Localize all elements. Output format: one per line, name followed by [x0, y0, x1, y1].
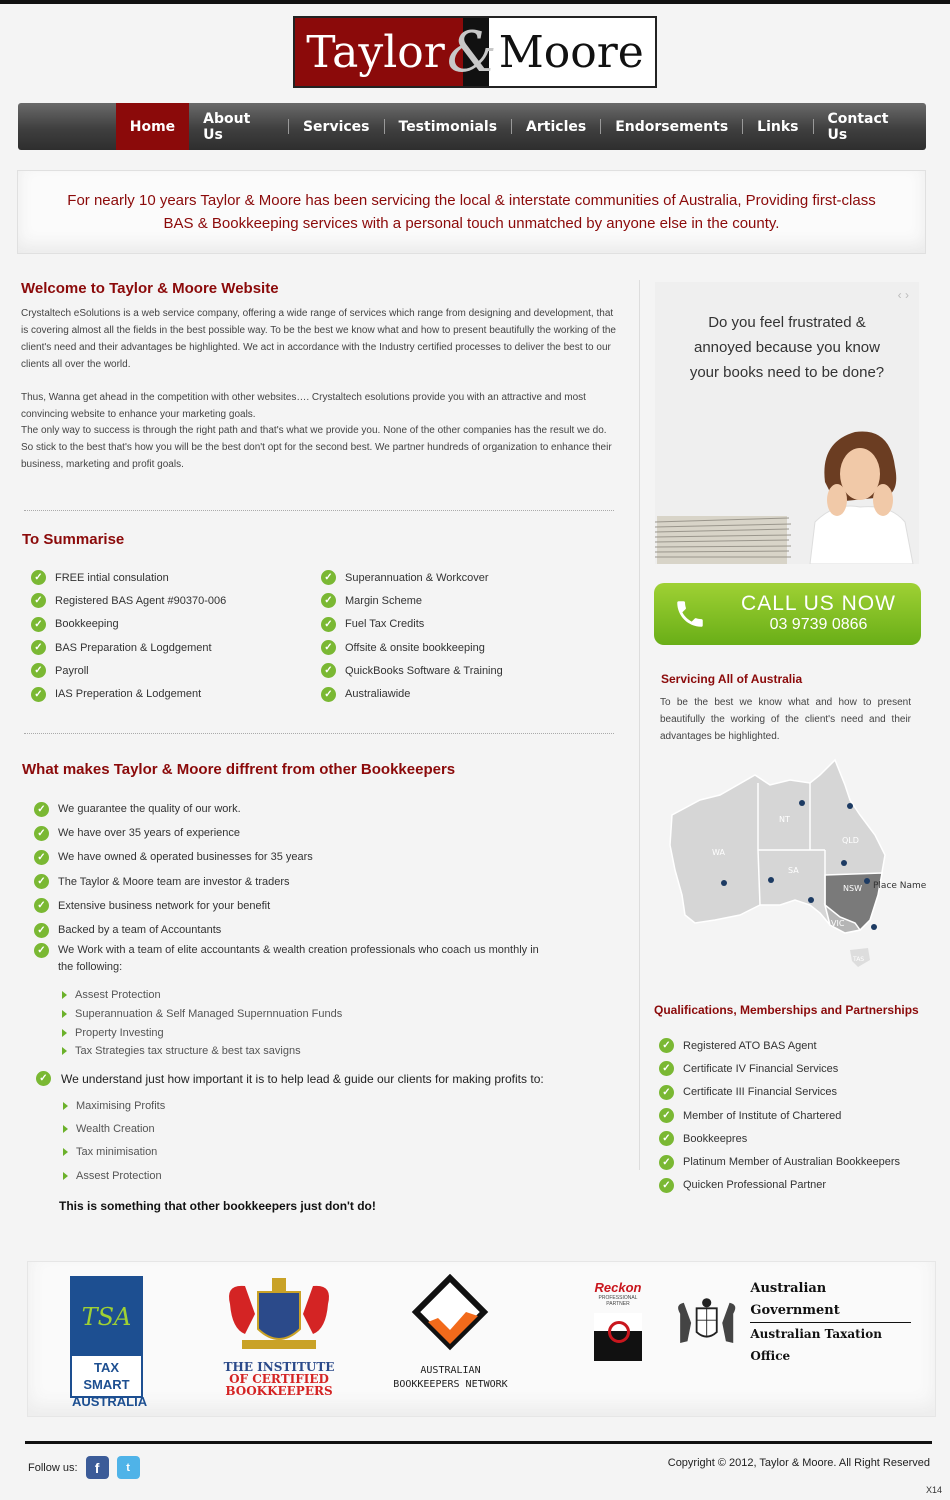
welcome-paragraph-3: The only way to success is through the right path and that's what we provide you. None of the other companies has the result we do. So stick to the best that's how you will be the best don't opt for the second best. We partner hundreds of organization to enhance their business, marketing and profit goals. [21, 425, 612, 470]
check-icon: ✓ [31, 617, 46, 632]
nav-about-us[interactable]: About Us [203, 110, 251, 143]
list-item: ✓ Superannuation & Workcover [321, 566, 503, 589]
summary-list-left [31, 566, 226, 706]
twitter-icon[interactable]: t [117, 1456, 140, 1479]
summary-list-right [321, 566, 503, 706]
list-item: ✓ Australiawide [321, 682, 503, 705]
list-item: Assest Protection [62, 986, 342, 1005]
footer-tag: X14 [925, 1485, 942, 1495]
list-item: ✓ FREE intial consulation [31, 566, 226, 589]
promo-banner[interactable] [655, 282, 919, 564]
map-label-qld: QLD [842, 836, 859, 845]
promo-text: Do you feel frustrated & annoyed because you know your books need to be done? [689, 314, 885, 381]
list-item: ✓ Member of Institute of Chartered [659, 1104, 900, 1127]
check-icon: ✓ [34, 898, 49, 913]
list-item: ✓ Quicken Professional Partner [659, 1174, 900, 1197]
list-item: ✓ Bookkeeping [31, 613, 226, 636]
list-item: ✓ The Taylor & Moore team are investor & traders [34, 870, 313, 894]
check-icon: ✓ [31, 663, 46, 678]
list-item: Wealth Creation [63, 1117, 165, 1140]
call-us-label: CALL US NOW [741, 592, 896, 615]
reckon-partner-logo[interactable]: Reckon PROFESSIONAL PARTNER [591, 1280, 645, 1370]
list-item: Maximising Profits [63, 1094, 165, 1117]
list-item: ✓ We have over 35 years of experience [34, 821, 313, 845]
tax-smart-australia-logo[interactable]: TSA TAX SMART AUSTRALIA [70, 1276, 143, 1398]
site-logo[interactable] [293, 16, 657, 88]
nav-articles[interactable]: Articles [526, 118, 587, 135]
partner-logos [27, 1261, 936, 1417]
list-item: ✓ Registered BAS Agent #90370-006 [31, 589, 226, 612]
check-icon: ✓ [31, 570, 46, 585]
understand-sublist [63, 1094, 165, 1187]
institute-certified-bookkeepers-logo[interactable]: THE INSTITUTE OF CERTIFIED BOOKKEEPERS [220, 1274, 338, 1404]
welcome-title: Welcome to Taylor & Moore Website [21, 280, 279, 297]
intro-banner: For nearly 10 years Taylor & Moore has been servicing the local & interstate communities of Australia, Providing first-class BAS & Bookkeeping services with a personal touch unmatched by anyone else in the county. [17, 170, 926, 254]
map-label-wa: WA [712, 848, 725, 857]
check-icon: ✓ [34, 874, 49, 889]
arrow-icon [62, 991, 67, 999]
map-label-tas: TAS [853, 956, 865, 963]
logo-ampersand: & [446, 19, 497, 85]
list-item: ✓ Offsite & onsite bookkeeping [321, 636, 503, 659]
list-item: ✓ Backed by a team of Accountants [34, 918, 313, 942]
check-icon: ✓ [659, 1178, 674, 1193]
check-icon: ✓ [36, 1071, 51, 1086]
top-border [0, 0, 950, 4]
arrow-icon [63, 1172, 68, 1180]
footer-divider [25, 1441, 932, 1444]
crest-icon [220, 1274, 338, 1356]
list-item: ✓ Payroll [31, 659, 226, 682]
list-item: Superannuation & Self Managed Supernnuation Funds [62, 1005, 342, 1024]
summary-title: To Summarise [22, 531, 125, 548]
australian-bookkeepers-network-logo[interactable]: AUSTRALIAN BOOKKEEPERS NETWORK [378, 1274, 523, 1399]
map-label-nt: NT [779, 815, 790, 824]
divider [24, 733, 614, 734]
different-title: What makes Taylor & Moore diffrent from other Bookkeepers [22, 761, 456, 778]
check-icon: ✓ [321, 617, 336, 632]
list-item: Property Investing [62, 1023, 342, 1042]
different-list [34, 797, 313, 942]
arrow-icon [62, 1029, 67, 1037]
qualifications-list [659, 1034, 900, 1197]
nav-services[interactable]: Services [302, 118, 370, 135]
check-icon: ✓ [321, 570, 336, 585]
main-nav [18, 103, 926, 150]
papers-stack-image [655, 496, 795, 564]
list-item: ✓ BAS Preparation & Logdgement [31, 636, 226, 659]
check-icon: ✓ [31, 687, 46, 702]
frustrated-woman-image [805, 422, 915, 564]
servicing-text: To be the best we know what and how to present beautifully the working of the client's need and their advantages be highlighted. [660, 697, 911, 742]
check-icon: ✓ [659, 1131, 674, 1146]
nav-links[interactable]: Links [757, 118, 799, 135]
check-icon: ✓ [34, 850, 49, 865]
list-item: ✓ Margin Scheme [321, 589, 503, 612]
australia-map[interactable] [660, 755, 930, 975]
list-item: ✓ QuickBooks Software & Training [321, 659, 503, 682]
logo-moore: Moore [498, 26, 644, 78]
check-icon: ✓ [34, 826, 49, 841]
list-item: ✓ Bookkeepres [659, 1127, 900, 1150]
map-label-sa: SA [788, 866, 799, 875]
nav-home[interactable]: Home [116, 103, 189, 150]
call-us-button[interactable] [654, 583, 921, 645]
check-icon: ✓ [31, 640, 46, 655]
logo-text [295, 18, 655, 86]
nav-testimonials[interactable]: Testimonials [398, 118, 498, 135]
list-item: ✓ Extensive business network for your benefit [34, 894, 313, 918]
arrow-icon [63, 1125, 68, 1133]
check-icon: ✓ [659, 1108, 674, 1123]
phone-number: 03 9739 0866 [769, 616, 868, 633]
reckon-mark-icon [594, 1313, 642, 1361]
check-icon: ✓ [659, 1038, 674, 1053]
elite-item: ✓ We Work with a team of elite accountants & wealth creation professionals who coach us monthly in the following: [34, 942, 539, 976]
arrow-icon [63, 1102, 68, 1110]
diamond-logo-icon [378, 1274, 523, 1359]
check-icon: ✓ [321, 640, 336, 655]
list-item: ✓ Platinum Member of Australian Bookkeepers [659, 1150, 900, 1173]
list-item: Assest Protection [63, 1164, 165, 1187]
list-item: Tax minimisation [63, 1141, 165, 1164]
nav-contact-us[interactable]: Contact Us [827, 110, 889, 143]
check-icon: ✓ [34, 923, 49, 938]
map-place-name: Place Name [873, 881, 927, 891]
closing-statement: This is something that other bookkeepers just don't do! [59, 1199, 376, 1213]
list-item: ✓ IAS Preperation & Lodgement [31, 682, 226, 705]
check-icon: ✓ [34, 802, 49, 817]
servicing-title: Servicing All of Australia [661, 672, 803, 686]
copyright: Copyright © 2012, Taylor & Moore. All Right Reserved [667, 1457, 930, 1469]
welcome-paragraph-2: Thus, Wanna get ahead in the competition with other websites…. Crystaltech esolutions provide you with an attractive and most convincing website to enhance your marketing goals. [21, 392, 586, 420]
column-divider [639, 280, 640, 1170]
arrow-icon [63, 1148, 68, 1156]
australian-taxation-office-logo[interactable]: Australian Government Australian Taxation Office [671, 1292, 911, 1352]
arrow-icon [62, 1010, 67, 1018]
check-icon: ✓ [321, 663, 336, 678]
follow-us-label: Follow us: [28, 1461, 78, 1474]
slider-arrows-icon[interactable]: ‹ › [897, 288, 909, 302]
follow-us [28, 1456, 140, 1479]
check-icon: ✓ [321, 593, 336, 608]
check-icon: ✓ [31, 593, 46, 608]
list-item: ✓ Registered ATO BAS Agent [659, 1034, 900, 1057]
check-icon: ✓ [321, 687, 336, 702]
coat-of-arms-icon [671, 1293, 742, 1351]
list-item: Tax Strategies tax structure & best tax savigns [62, 1042, 342, 1061]
check-icon: ✓ [659, 1155, 674, 1170]
list-item: ✓ We have owned & operated businesses for 35 years [34, 845, 313, 869]
facebook-icon[interactable]: f [86, 1456, 109, 1479]
understand-item: ✓ We understand just how important it is to help lead & guide our clients for making profits to: [36, 1071, 544, 1086]
check-icon: ✓ [659, 1061, 674, 1076]
welcome-paragraph-1: Crystaltech eSolutions is a web service company, offering a wide range of services which range from designing and development, that is covering almost all the fields in the best possible way. To be the best we know what and how to present beautifully the working of the client's need and their advantages be highlighted. We act in accordance with the Industry certified processes to deliver the best to our clients all over the world. [21, 308, 616, 370]
arrow-icon [62, 1047, 67, 1055]
divider [24, 510, 614, 511]
list-item: ✓ Certificate III Financial Services [659, 1081, 900, 1104]
list-item: ✓ Fuel Tax Credits [321, 613, 503, 636]
qualifications-title: Qualifications, Memberships and Partnerships [654, 1003, 919, 1017]
map-label-nsw: NSW [843, 884, 862, 893]
list-item: ✓ Certificate IV Financial Services [659, 1057, 900, 1080]
check-icon: ✓ [659, 1085, 674, 1100]
check-icon: ✓ [34, 943, 49, 958]
elite-sublist [62, 986, 342, 1061]
map-label-vic: VIC [831, 919, 845, 928]
nav-endorsements[interactable]: Endorsements [615, 118, 729, 135]
phone-icon [654, 583, 726, 645]
logo-taylor: Taylor [306, 26, 445, 78]
list-item: ✓ We guarantee the quality of our work. [34, 797, 313, 821]
